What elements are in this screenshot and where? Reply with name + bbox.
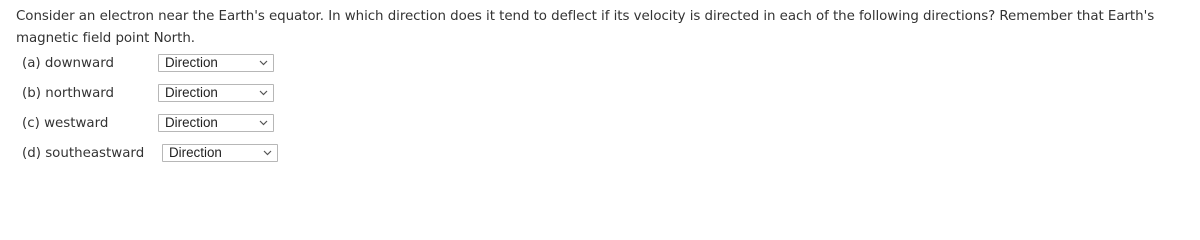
chevron-down-icon: [259, 89, 268, 97]
item-label: (d) southeastward: [22, 146, 145, 161]
select-value: Direction: [165, 115, 218, 130]
direction-select-b[interactable]: [158, 84, 274, 102]
item-label: (c) westward: [22, 116, 109, 131]
select-value: Direction: [165, 85, 218, 100]
direction-select-c[interactable]: [158, 114, 274, 132]
question-text: Consider an electron near the Earth's equator. In which direction does it tend to deflect if its velocity is directed in each of the following directions? Remember that Earth's magnetic field point North.: [16, 9, 1155, 46]
chevron-down-icon: [263, 149, 272, 157]
select-value: Direction: [169, 145, 222, 160]
chevron-down-icon: [259, 119, 268, 127]
direction-select-a[interactable]: [158, 54, 274, 72]
select-value: Direction: [165, 55, 218, 70]
item-label: (b) northward: [22, 86, 115, 101]
chevron-down-icon: [259, 59, 268, 67]
direction-select-d[interactable]: [162, 144, 278, 162]
item-label: (a) downward: [22, 56, 114, 71]
